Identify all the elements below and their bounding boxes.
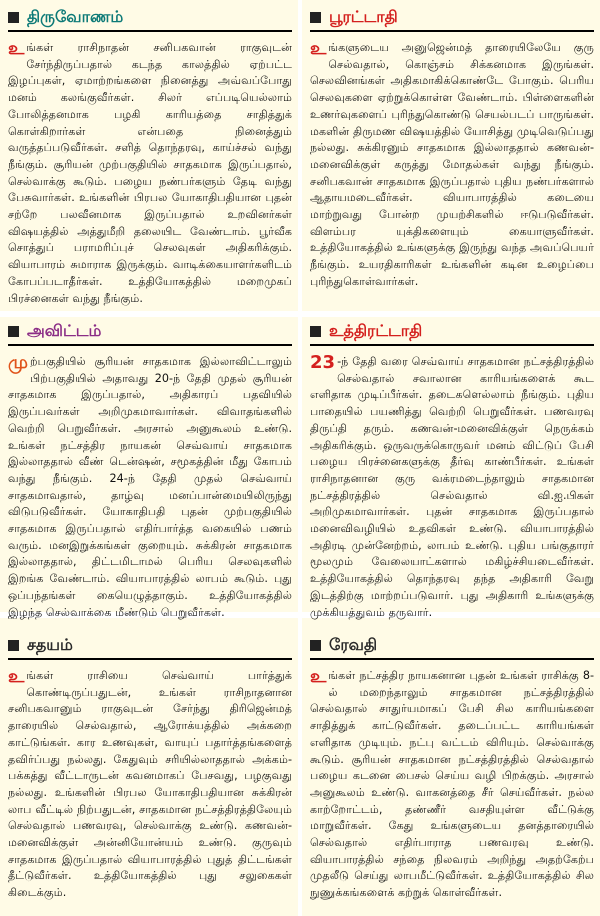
section-body: ங்களுடைய அனுஜென்மத் தாரையிலேயே குரு செல்வதால், கொஞ்சம் சிக்கனமாக இருங்கள். செலவினங்கள் அதிகமாகிக்கொண்டே போகும். பெரிய செலவுகளை ஏற்றுக்கொள்ள வேண்டாம். பிள்ளைகளின் உணர்வுகளைப் புரிந்துகொண்டு செயல்படப் பாருங்கள். மகளின் திருமண விஷயத்தில் யோசித்து முடிவெடுப்பது நல்லது. சுக்கிரனும் சாதகமாக இல்லாததால் கணவன்-மனைவிக்குள் கருத்து மோதல்கள் வந்து நீங்கும். சனிபகவான் சாதகமாக இருப்பதால் புதிய நண்பர்களால் ஆதாயமடைவீர்கள். வியாபாரத்தில் கடையை மாற்றுவது போன்ற முயற்சிகளில் ஈடுபடுவீர்கள். விளம்பர யுக்திகளையும் கையாளுவீர்கள். உத்தியோகத்தில் உங்களுக்கு இருந்து வந்த அவப்பெயர் நீங்கும். உயரதிகாரிகள் உங்களின் கடின உழைப்பை புரிந்துகொள்வார்கள். xyxy=(310,41,594,288)
section-thiruvonam xyxy=(0,4,298,310)
section-text xyxy=(8,40,292,307)
section-title: பூரட்டாதி xyxy=(329,7,398,26)
drop-cap: உ xyxy=(310,38,327,59)
section-text xyxy=(310,40,594,291)
section-body: ங்கள் ராசிநாதன் சனிபகவான் ராகுவுடன் சேர்ந்திருப்பதால் கடந்த காலத்தில் ஏற்பட்ட இழப்புகள், ஏமாற்றங்களை நினைத்து அவ்வப்போது மனம் கலங்குவீர்கள். சிலர் எப்படியெல்லாம் போலித்தனமாக பழகி காரியத்தை சாதித்துக் கொள்கிறார்கள் என்பதை நினைத்தும் வருத்தப்படுவீர்கள். சளித் தொந்தரவு, காய்ச்சல் வந்து நீங்கும். சூரியன் முற்பகுதியில் சாதகமாக இருப்பதால், செல்வாக்கு கூடும். பழைய நண்பர்களும் தேடி வந்து பேசுவார்கள். உங்களின் பிரபல யோகாதிபதியான புதன் சற்றே பலவீனமாக இருப்பதால் உறவினர்கள் விஷயத்தில் அத்துமீறி தலையிட வேண்டாம். பூர்வீக சொத்துப் பராமரிப்புச் செலவுகள் அதிகரிக்கும். வியாபாரம் சுமாராக இருக்கும். வாடிக்கையாளர்களிடம் கோபப்படாதீர்கள். உத்தியோகத்தில் மறைமுகப் பிரச்னைகள் வந்து நீங்கும். xyxy=(8,41,292,305)
section-text xyxy=(8,354,292,621)
drop-cap: மு xyxy=(8,352,28,373)
section-text xyxy=(8,668,292,902)
section-title: ரேவதி xyxy=(329,635,378,654)
section-header xyxy=(8,4,292,30)
section-title: சதயம் xyxy=(27,635,73,654)
drop-cap: உ xyxy=(8,38,25,59)
section-sathayam xyxy=(0,632,298,916)
title-rule xyxy=(8,658,292,660)
square-bullet-icon xyxy=(310,640,321,651)
section-revathi xyxy=(302,632,600,916)
section-text xyxy=(310,354,594,621)
row-divider xyxy=(0,311,600,317)
section-uthirattathi xyxy=(302,318,600,619)
title-rule xyxy=(310,344,594,346)
square-bullet-icon xyxy=(8,640,19,651)
section-header xyxy=(8,632,292,658)
section-title: திருவோணம் xyxy=(27,7,124,26)
square-bullet-icon xyxy=(310,326,321,337)
title-rule xyxy=(310,658,594,660)
square-bullet-icon xyxy=(8,12,19,23)
section-avittam xyxy=(0,318,298,619)
title-rule xyxy=(8,344,292,346)
square-bullet-icon xyxy=(8,326,19,337)
drop-cap: 23 xyxy=(310,352,336,373)
title-rule xyxy=(8,30,292,32)
section-body: -ந் தேதி வரை செவ்வாய் சாதகமான நட்சத்திரத்தில் செல்வதால் சவாலான காரியங்களைக் கூட எளிதாக முடிப்பீர்கள். தடைகளெல்லாம் நீங்கும். புதிய பாதையில் பயணித்து வெற்றி பெறுவீர்கள். பணவரவு திருப்தி தரும். கணவன்-மனைவிக்குள் நெருக்கம் அதிகரிக்கும். ஒருவருக்கொருவர் மனம் விட்டுப் பேசி பழைய பிரச்னைகளுக்கு தீர்வு காண்பீர்கள். உங்கள் ராசிநாதனான குரு வக்ரமடைந்தாலும் சாதகமான நட்சத்திரத்தில் செல்வதால் வி.ஐ.பிகள் அறிமுகமாவார்கள். புதன் சாதகமாக இருப்பதால் மனைவிவழியில் உதவிகள் உண்டு. வியாபாரத்தில் அதிரடி முன்னேற்றம், லாபம் உண்டு. புதிய பங்குதாரர் மூலமும் வேலையாட்களால் மகிழ்ச்சியடைவீர்கள். உத்தியோகத்தில் தொந்தரவு தந்த அதிகாரி வேறு இடத்திற்கு மாற்றப்படுவார். புது அதிகாரி உங்களுக்கு முக்கியத்துவம் தருவார். xyxy=(310,355,594,619)
section-header xyxy=(8,318,292,344)
section-header xyxy=(310,632,594,658)
section-header xyxy=(310,4,594,30)
section-body: ற்பகுதியில் சூரியன் சாதகமாக இல்லாவிட்டாலும் பிற்பகுதியில் அதாவது 20-ந் தேதி முதல் சூரியன் சாதகமாக இருப்பதால், அதிகாரப் பதவியில் இருப்பவர்கள் அறிமுகமாவார்கள். விவாதங்களில் வெற்றி பெறுவீர்கள். அரசால் அனுகூலம் உண்டு. உங்கள் நட்சத்திர நாயகன் செவ்வாய் சாதகமாக இல்லாததால் வீண் டென்ஷன், சமூகத்தின் மீது கோபம் வந்து நீங்கும். 24-ந் தேதி முதல் செவ்வாய் சாதகமாவதால், தாழ்வு மனப்பான்மையிலிருந்து விடுபடுவீர்கள். யோகாதிபதி புதன் முற்பகுதியில் சாதகமாக இருப்பதால் எதிர்பார்த்த வகையில் பணம் வரும். மனஇறுக்கங்கள் குறையும். சுக்கிரன் சாதகமாக இல்லாததால், திட்டமிடாமல் பெரிய செலவுகளில் இறங்க வேண்டாம். வியாபாரத்தில் லாபம் கூடும். புது ஒப்பந்தங்கள் கையெழுத்தாகும். உத்தியோகத்தில் இழந்த செல்வாக்கை மீண்டும் பெறுவீர்கள். xyxy=(8,355,292,619)
drop-cap: உ xyxy=(8,666,25,687)
title-rule xyxy=(310,30,594,32)
section-body: ங்கள் ராசியை செவ்வாய் பார்த்துக் கொண்டிருப்பதுடன், உங்கள் ராசிநாதனான சனிபகவானும் ராகுவுடன் சேர்ந்து திரிஜென்மத் தாரையில் செல்வதால், ஆரோக்யத்தில் அக்கறை காட்டுங்கள். கார உணவுகள், வாயுப் பதார்த்தங்களைத் தவிர்ப்பது நல்லது. கேதுவும் சரியில்லாததால் அக்கம்-பக்கத்து வீட்டாருடன் கவனமாகப் பேசவது, பழகுவது நல்லது. உங்களின் பிரபல யோகாதிபதியான சுக்கிரன் லாப வீட்டில் நிற்பதுடன், சாதகமான நட்சத்திரத்திலேயும் செல்வதால் பணவரவு, செல்வாக்கு உண்டு. கணவன்-மனைவிக்குள் அன்னியோன்யம் உண்டு. குருவும் சாதகமாக இருப்பதால் வியாபாரத்தில் புதுத் திட்டங்கள் தீட்டுவீர்கள். உத்தியோகத்தில் புது சலுகைகள் கிடைக்கும். xyxy=(8,669,292,900)
section-header xyxy=(310,318,594,344)
section-body: ங்கள் நட்சத்திர நாயகனான புதன் உங்கள் ராசிக்கு 8-ல் மறைந்தாலும் சாதகமான நட்சத்திரத்தில் செல்வதால் சாதுர்யமாகப் பேசி சில காரியங்களை சாதித்துக் காட்டுவீர்கள். தடைப்பட்ட காரியங்கள் எளிதாக முடியும். நட்பு வட்டம் விரியும். செல்வாக்கு கூடும். சூரியன் சாதகமான நட்சத்திரத்தில் செல்வதால் பழைய கடனை பைசல் செய்ய வழி பிறக்கும். அரசால் அனுகூலம் உண்டு. வாகனத்தை சீர் செய்வீர்கள். நல்ல காற்றோட்டம், தண்ணீர் வசதியுள்ள வீட்டுக்கு மாறுவீர்கள். கேது உங்களுடைய தனத்தாரையில் செல்வதால் எதிர்பாராத பணவரவு உண்டு. வியாபாரத்தில் சந்தை நிலவரம் அறிந்து அதற்கேற்ப முதலீடு செய்து லாபமீட்டுவீர்கள். உத்தியோகத்தில் சில நுணுக்கங்களைக் கற்றுக் கொள்வீர்கள். xyxy=(310,669,594,900)
drop-cap: உ xyxy=(310,666,327,687)
section-title: உத்திரட்டாதி xyxy=(329,321,423,340)
section-title: அவிட்டம் xyxy=(27,321,102,340)
square-bullet-icon xyxy=(310,12,321,23)
section-pooratathi xyxy=(302,4,600,310)
section-text xyxy=(310,668,594,902)
